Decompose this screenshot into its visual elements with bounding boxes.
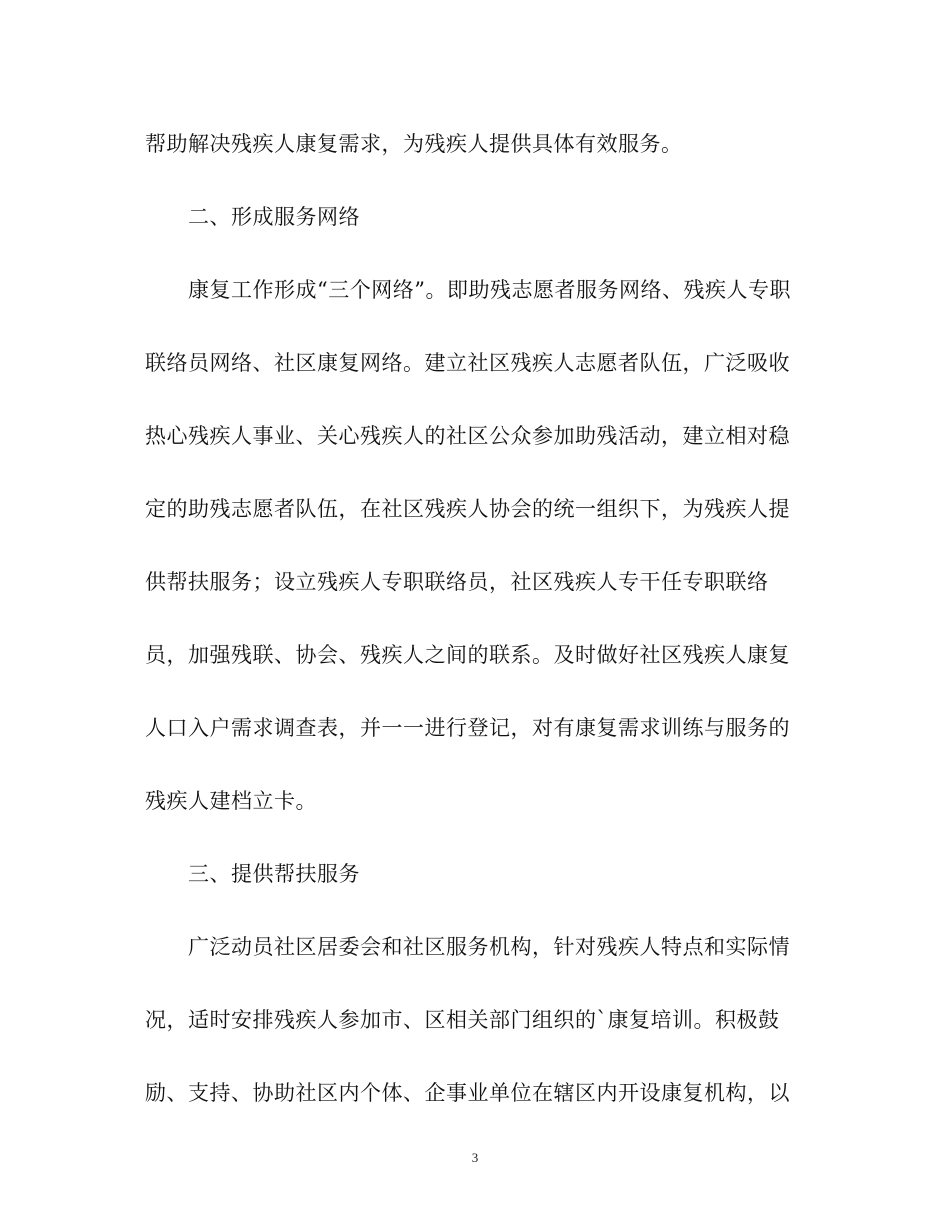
paragraph-line: 人口入户需求调查表，并一一进行登记，对有康复需求训练与服务的 bbox=[145, 716, 790, 740]
paragraph-line: 残疾人建档立卡。 bbox=[145, 789, 317, 813]
paragraph-line: 况，适时安排残疾人参加市、区相关部门组织的`康复培训。积极鼓 bbox=[145, 1008, 780, 1032]
paragraph-line: 联络员网络、社区康复网络。建立社区残疾人志愿者队伍，广泛吸收 bbox=[145, 351, 790, 375]
paragraph-line: 定的助残志愿者队伍，在社区残疾人协会的统一组织下，为残疾人提 bbox=[145, 497, 790, 521]
paragraph-line: 广泛动员社区居委会和社区服务机构，针对残疾人特点和实际情 bbox=[188, 935, 790, 959]
paragraph-line: 励、支持、协助社区内个体、企事业单位在辖区内开设康复机构，以 bbox=[145, 1081, 790, 1105]
paragraph-line: 员，加强残联、协会、残疾人之间的联系。及时做好社区残疾人康复 bbox=[145, 643, 790, 667]
section-heading: 二、形成服务网络 bbox=[188, 205, 360, 229]
paragraph-line: 供帮扶服务；设立残疾人专职联络员，社区残疾人专干任专职联络 bbox=[145, 570, 769, 594]
paragraph-line: 帮助解决残疾人康复需求，为残疾人提供具体有效服务。 bbox=[145, 132, 683, 156]
page-number: 3 bbox=[471, 1150, 479, 1165]
paragraph-line: 康复工作形成“三个网络”。即助残志愿者服务网络、残疾人专职 bbox=[188, 278, 791, 302]
paragraph-line: 热心残疾人事业、关心残疾人的社区公众参加助残活动，建立相对稳 bbox=[145, 424, 790, 448]
section-heading: 三、提供帮扶服务 bbox=[188, 862, 360, 886]
